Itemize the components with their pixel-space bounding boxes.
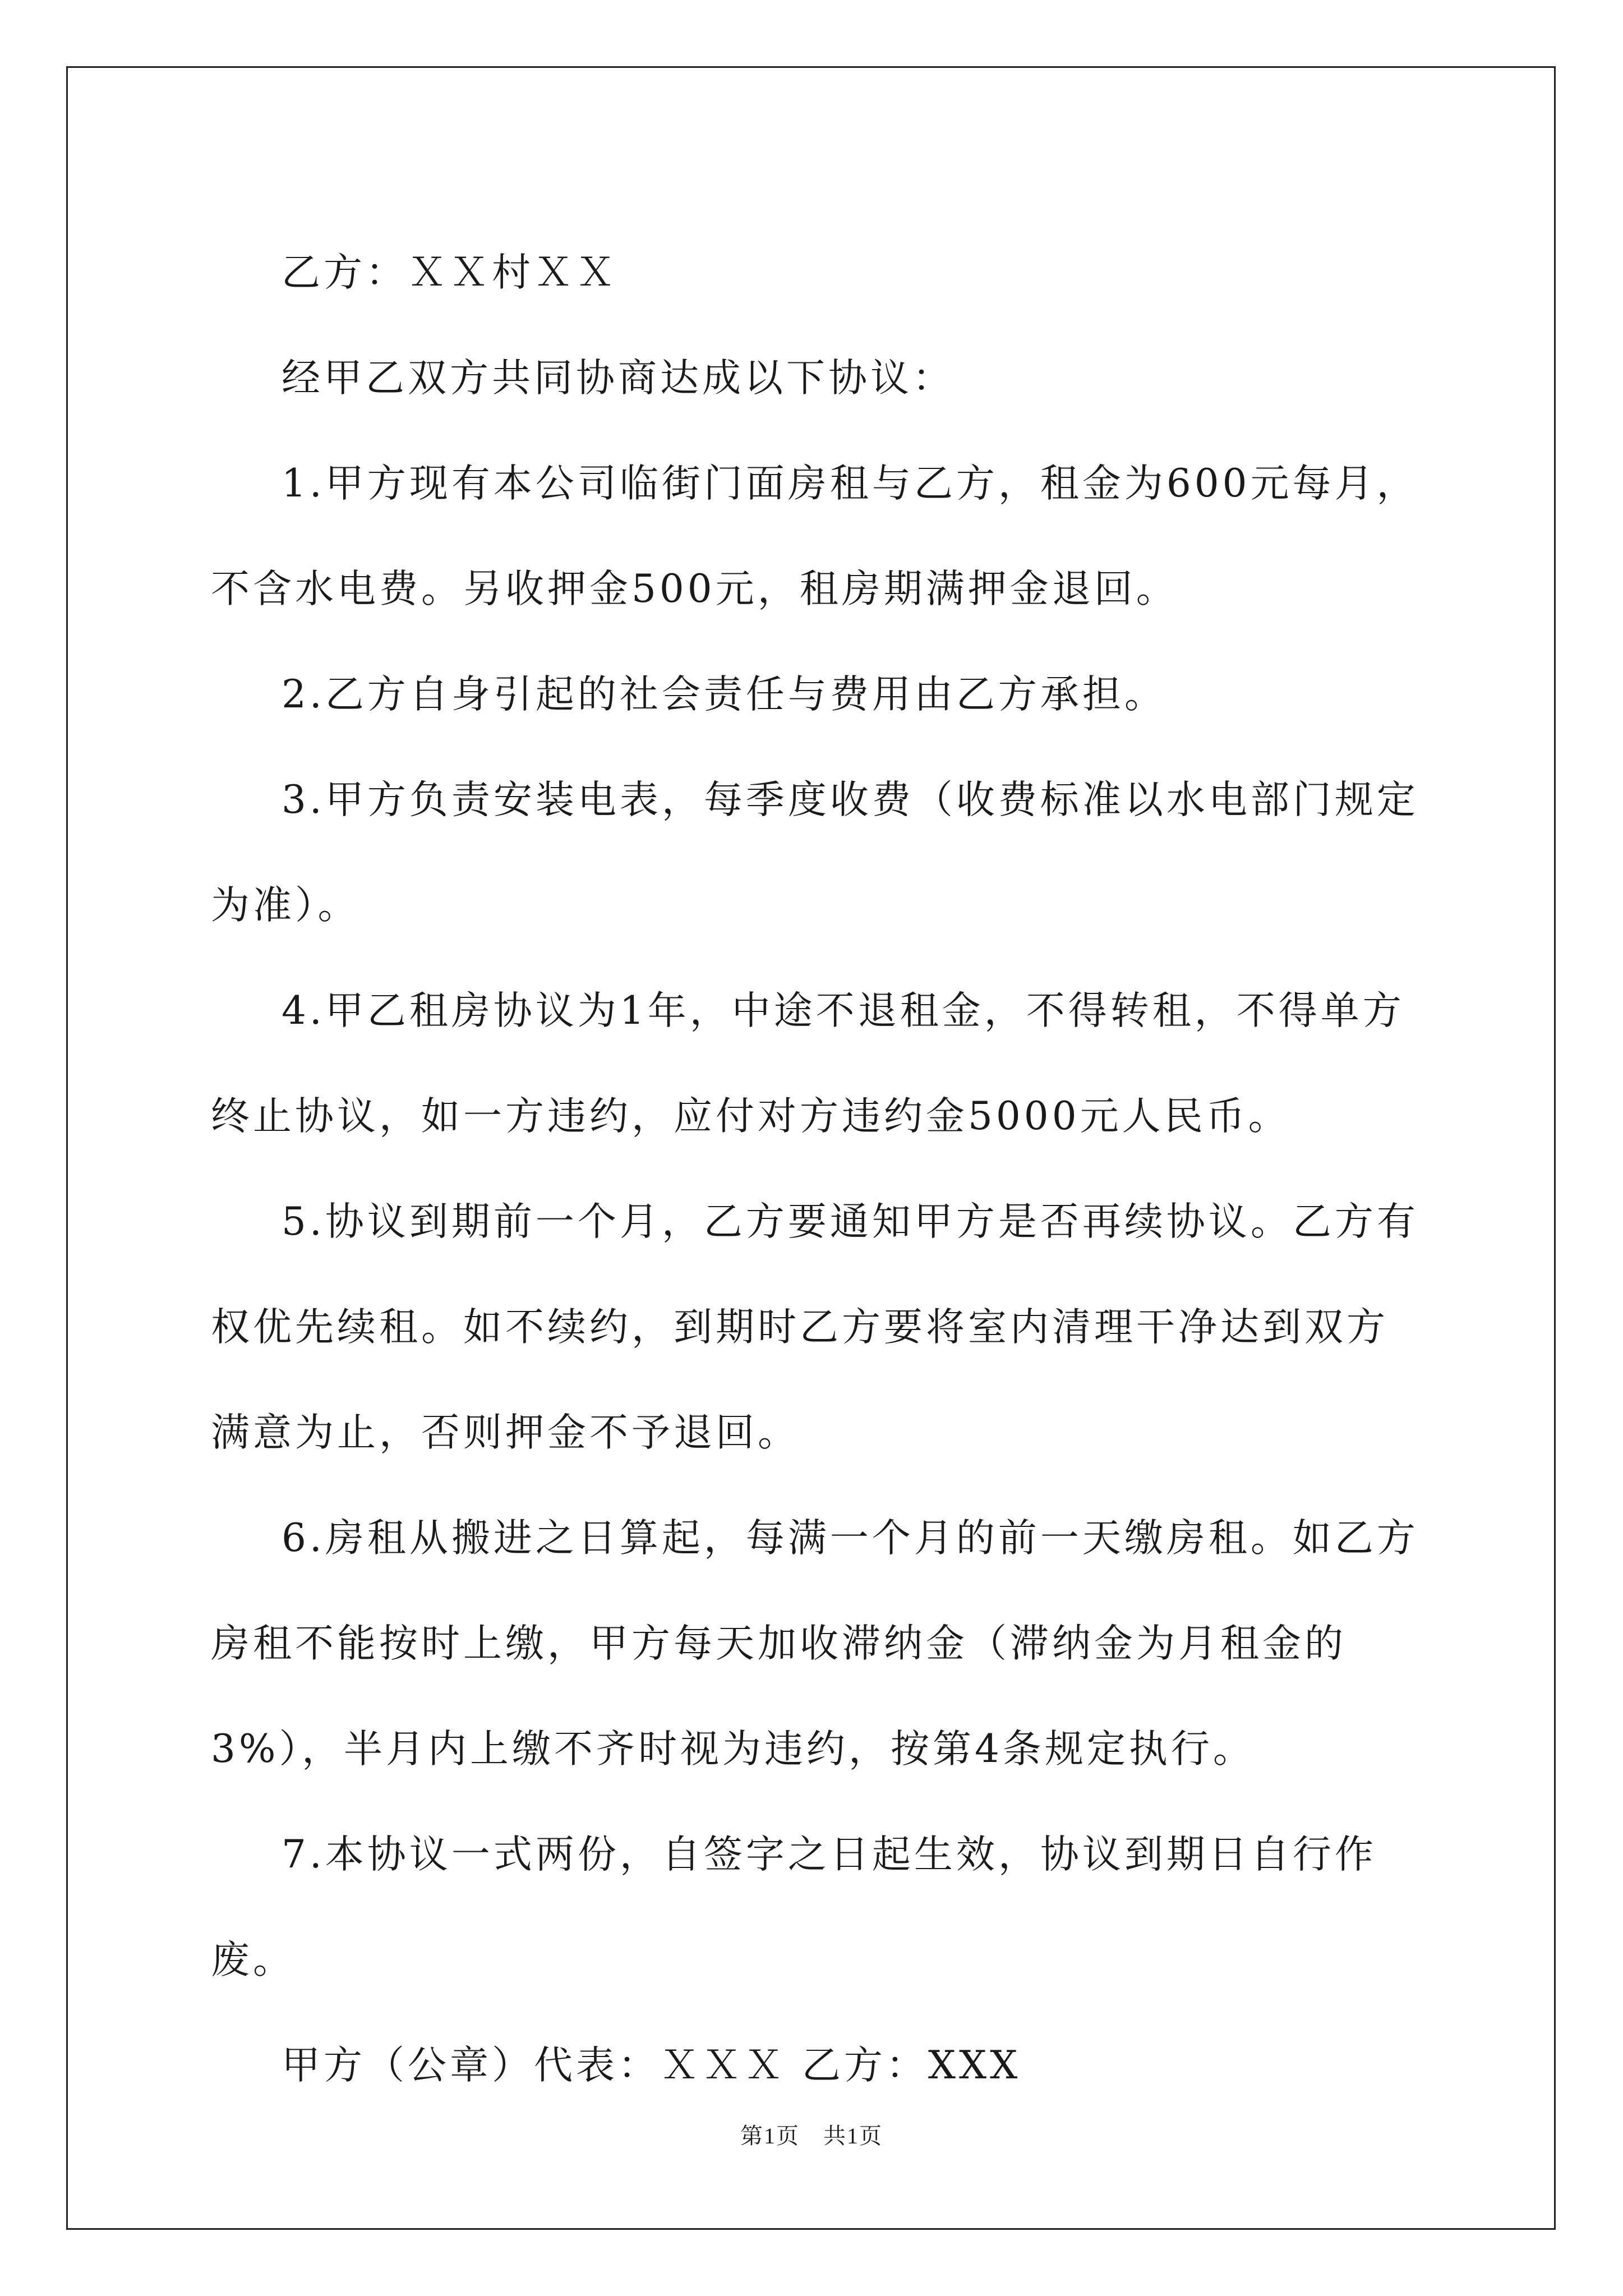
agreement-intro: 经甲乙双方共同协商达成以下协议： — [282, 356, 955, 401]
clause-3: 3.甲方负责安装电表，每季度收费（收费标准以水电部门规定为准）。 — [211, 777, 1419, 928]
clause-1: 1.甲方现有本公司临街门面房租与乙方，租金为600元每月，不含水电费。另收押金500元，租房期满押金退回。 — [211, 461, 1419, 611]
clause-6: 6.房租从搬进之日算起，每满一个月的前一天缴房租。如乙方房租不能按时上缴，甲方每天加收滞纳金（滞纳金为月租金的3%），半月内上缴不齐时视为违约，按第4条规定执行。 — [211, 1516, 1419, 1772]
document-body — [211, 220, 1428, 2118]
party-b-line: 乙方：ＸＸ村ＸＸ — [282, 250, 618, 295]
signature-line: 甲方（公章）代表：ＸＸＸ 乙方：XXX — [282, 2043, 1021, 2088]
clause-2: 2.乙方自身引起的社会责任与费用由乙方承担。 — [282, 672, 1166, 717]
clause-4: 4.甲乙租房协议为1年，中途不退租金，不得转租，不得单方终止协议，如一方违约，应付对方违约金5000元人民币。 — [211, 988, 1405, 1139]
page-number-footer: 第1页 共1页 — [740, 2123, 883, 2148]
clause-7: 7.本协议一式两份，自签字之日起生效，协议到期日自行作废。 — [211, 1832, 1377, 1982]
clause-5: 5.协议到期前一个月，乙方要通知甲方是否再续协议。乙方有权优先续租。如不续约，到期时乙方要将室内清理干净达到双方满意为止，否则押金不予退回。 — [211, 1199, 1419, 1455]
